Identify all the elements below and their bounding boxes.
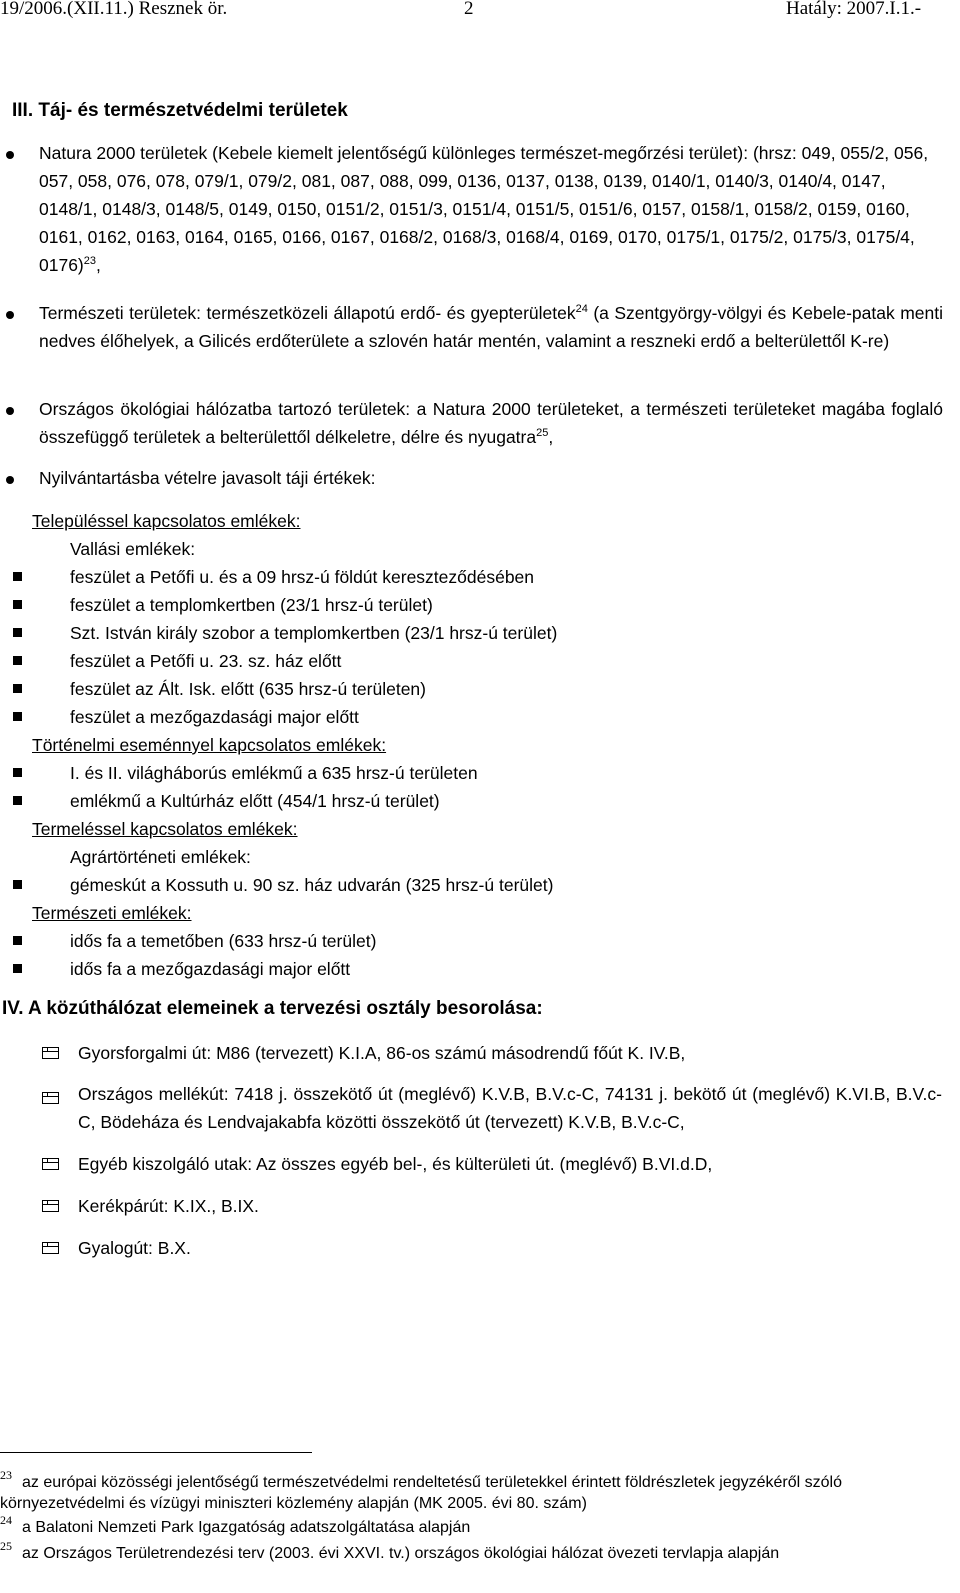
settlement-memorials-heading: Településsel kapcsolatos emlékek: xyxy=(32,511,301,531)
natural-areas-paragraph: Természeti területek: természetközeli állapotú erdő- és gyepterületek$^{24}$ (a Szentgyörgy-völgyi és Kebele-patak menti nedves élőhelyek, a Gilicés erdőterülete a szlovén határ mentén, valamint a reszneki erdő a belterülettől K-re) xyxy=(39,303,943,351)
square-bullet-icon xyxy=(13,880,22,889)
header-page-number: 2 xyxy=(464,0,474,19)
checkbox-icon xyxy=(42,1200,59,1212)
landscape-values-paragraph: Nyilvántartásba vételre javasolt táji értékek: xyxy=(39,468,376,488)
road-item: Kerékpárút: K.IX., B.IX. xyxy=(78,1196,259,1216)
historical-memorials-heading: Történelmi eseménnyel kapcsolatos emlékek: xyxy=(32,735,387,755)
square-bullet-icon xyxy=(13,796,22,805)
footnote-25: $^{25}$ az Országos Területrendezési terv (2003. évi XXVI. tv.) országos ökológiai hálózat övezeti tervlapja alapján xyxy=(0,1539,780,1562)
ecological-network-paragraph: Országos ökológiai hálózatba tartozó területek: a Natura 2000 területeket, a természeti területeket magába foglaló összefüggő területek a belterülettől délkeletre, délre és nyugatra$^{25}$, xyxy=(39,399,943,447)
bullet-icon xyxy=(6,311,14,319)
natural-memorials-heading: Természeti emlékek: xyxy=(32,903,192,923)
list-item: feszület az Ált. Isk. előtt (635 hrsz-ú területen) xyxy=(70,679,426,699)
list-item: feszület a templomkertben (23/1 hrsz-ú terület) xyxy=(70,595,433,615)
header-effective-date: Hatály: 2007.I.1.- xyxy=(786,0,922,19)
list-item: gémeskút a Kossuth u. 90 sz. ház udvarán (325 hrsz-ú terület) xyxy=(70,875,554,895)
list-item: idős fa a temetőben (633 hrsz-ú terület) xyxy=(70,931,377,951)
square-bullet-icon xyxy=(13,628,22,637)
agricultural-memorials-subheading: Agrártörténeti emlékek: xyxy=(70,847,251,867)
section-4-title: IV. A közúthálózat elemeinek a tervezési osztály besorolása: xyxy=(2,998,543,1019)
bullet-icon xyxy=(6,407,14,415)
section-3-title: III. Táj- és természetvédelmi területek xyxy=(12,100,348,121)
religious-memorials-subheading: Vallási emlékek: xyxy=(70,539,196,559)
list-item: feszület a mezőgazdasági major előtt xyxy=(70,707,359,727)
road-item: Gyalogút: B.X. xyxy=(78,1238,191,1258)
square-bullet-icon xyxy=(13,712,22,721)
list-item: feszület a Petőfi u. és a 09 hrsz-ú földút kereszteződésében xyxy=(70,567,535,587)
list-item: emlékmű a Kultúrház előtt (454/1 hrsz-ú terület) xyxy=(70,791,440,811)
list-item: I. és II. világháborús emlékmű a 635 hrsz-ú területen xyxy=(70,763,478,783)
road-item: Országos mellékút: 7418 j. összekötő út (meglévő) K.V.B, B.V.c-C, 74131 j. bekötő út (meglévő) K.VI.B, B.V.c-C, Bödeháza és Lendvajakabfa közötti összekötő út (tervezett) K.V.B, B.V.c-C, xyxy=(78,1084,942,1132)
footnote-23: $^{23}$ az európai közösségi jelentőségű természetvédelmi rendeltetésű területekkel érintett földrészletek jegyzékéről szóló környezetvédelmi és vízügyi miniszteri közlemény alapján (MK 2005. évi 80. szám) xyxy=(0,1468,842,1512)
square-bullet-icon xyxy=(13,964,22,973)
bullet-icon xyxy=(6,476,14,484)
checkbox-icon xyxy=(42,1158,59,1170)
footnote-24: $^{24}$ a Balatoni Nemzeti Park Igazgatóság adatszolgáltatása alapján xyxy=(0,1513,471,1536)
road-item: Gyorsforgalmi út: M86 (tervezett) K.I.A, 86-os számú másodrendű főút K. IV.B, xyxy=(78,1043,686,1063)
checkbox-icon xyxy=(42,1242,59,1254)
header-regulation-ref: 19/2006.(XII.11.) Resznek ör. xyxy=(0,0,228,19)
square-bullet-icon xyxy=(13,936,22,945)
square-bullet-icon xyxy=(13,656,22,665)
square-bullet-icon xyxy=(13,600,22,609)
square-bullet-icon xyxy=(13,572,22,581)
square-bullet-icon xyxy=(13,684,22,693)
list-item: Szt. István király szobor a templomkertben (23/1 hrsz-ú terület) xyxy=(70,623,558,643)
footnote-separator xyxy=(0,1452,312,1453)
checkbox-icon xyxy=(42,1047,59,1059)
list-item: feszület a Petőfi u. 23. sz. ház előtt xyxy=(70,651,342,671)
natura-2000-paragraph: Natura 2000 területek (Kebele kiemelt jelentőségű különleges természet-megőrzési terület): (hrsz: 049, 055/2, 056, 057, 058, 076, 078, 079/1, 079/2, 081, 087, 088, 099, 0136, 0137, 0138, 0139, 0140/1, 0140/3, 0140/4, 0147, 0148/1, 0148/3, 0148/5, 0149, 0150, 0151/2, 0151/3, 0151/4, 0151/5, 0151/6, 0157, 0158/1, 0158/2, 0159, 0160, 0161, 0162, 0163, 0164, 0165, 0166, 0167, 0168/2, 0168/3, 0168/4, 0169, 0170, 0175/1, 0175/2, 0175/3, 0175/4, 0176)$^{23}$, xyxy=(39,143,929,275)
square-bullet-icon xyxy=(13,768,22,777)
production-memorials-heading: Termeléssel kapcsolatos emlékek: xyxy=(32,819,298,839)
page-header xyxy=(0,0,960,24)
road-item: Egyéb kiszolgáló utak: Az összes egyéb bel-, és külterületi út. (meglévő) B.VI.d.D, xyxy=(78,1154,713,1174)
checkbox-icon xyxy=(42,1092,59,1104)
bullet-icon xyxy=(6,151,14,159)
list-item: idős fa a mezőgazdasági major előtt xyxy=(70,959,351,979)
